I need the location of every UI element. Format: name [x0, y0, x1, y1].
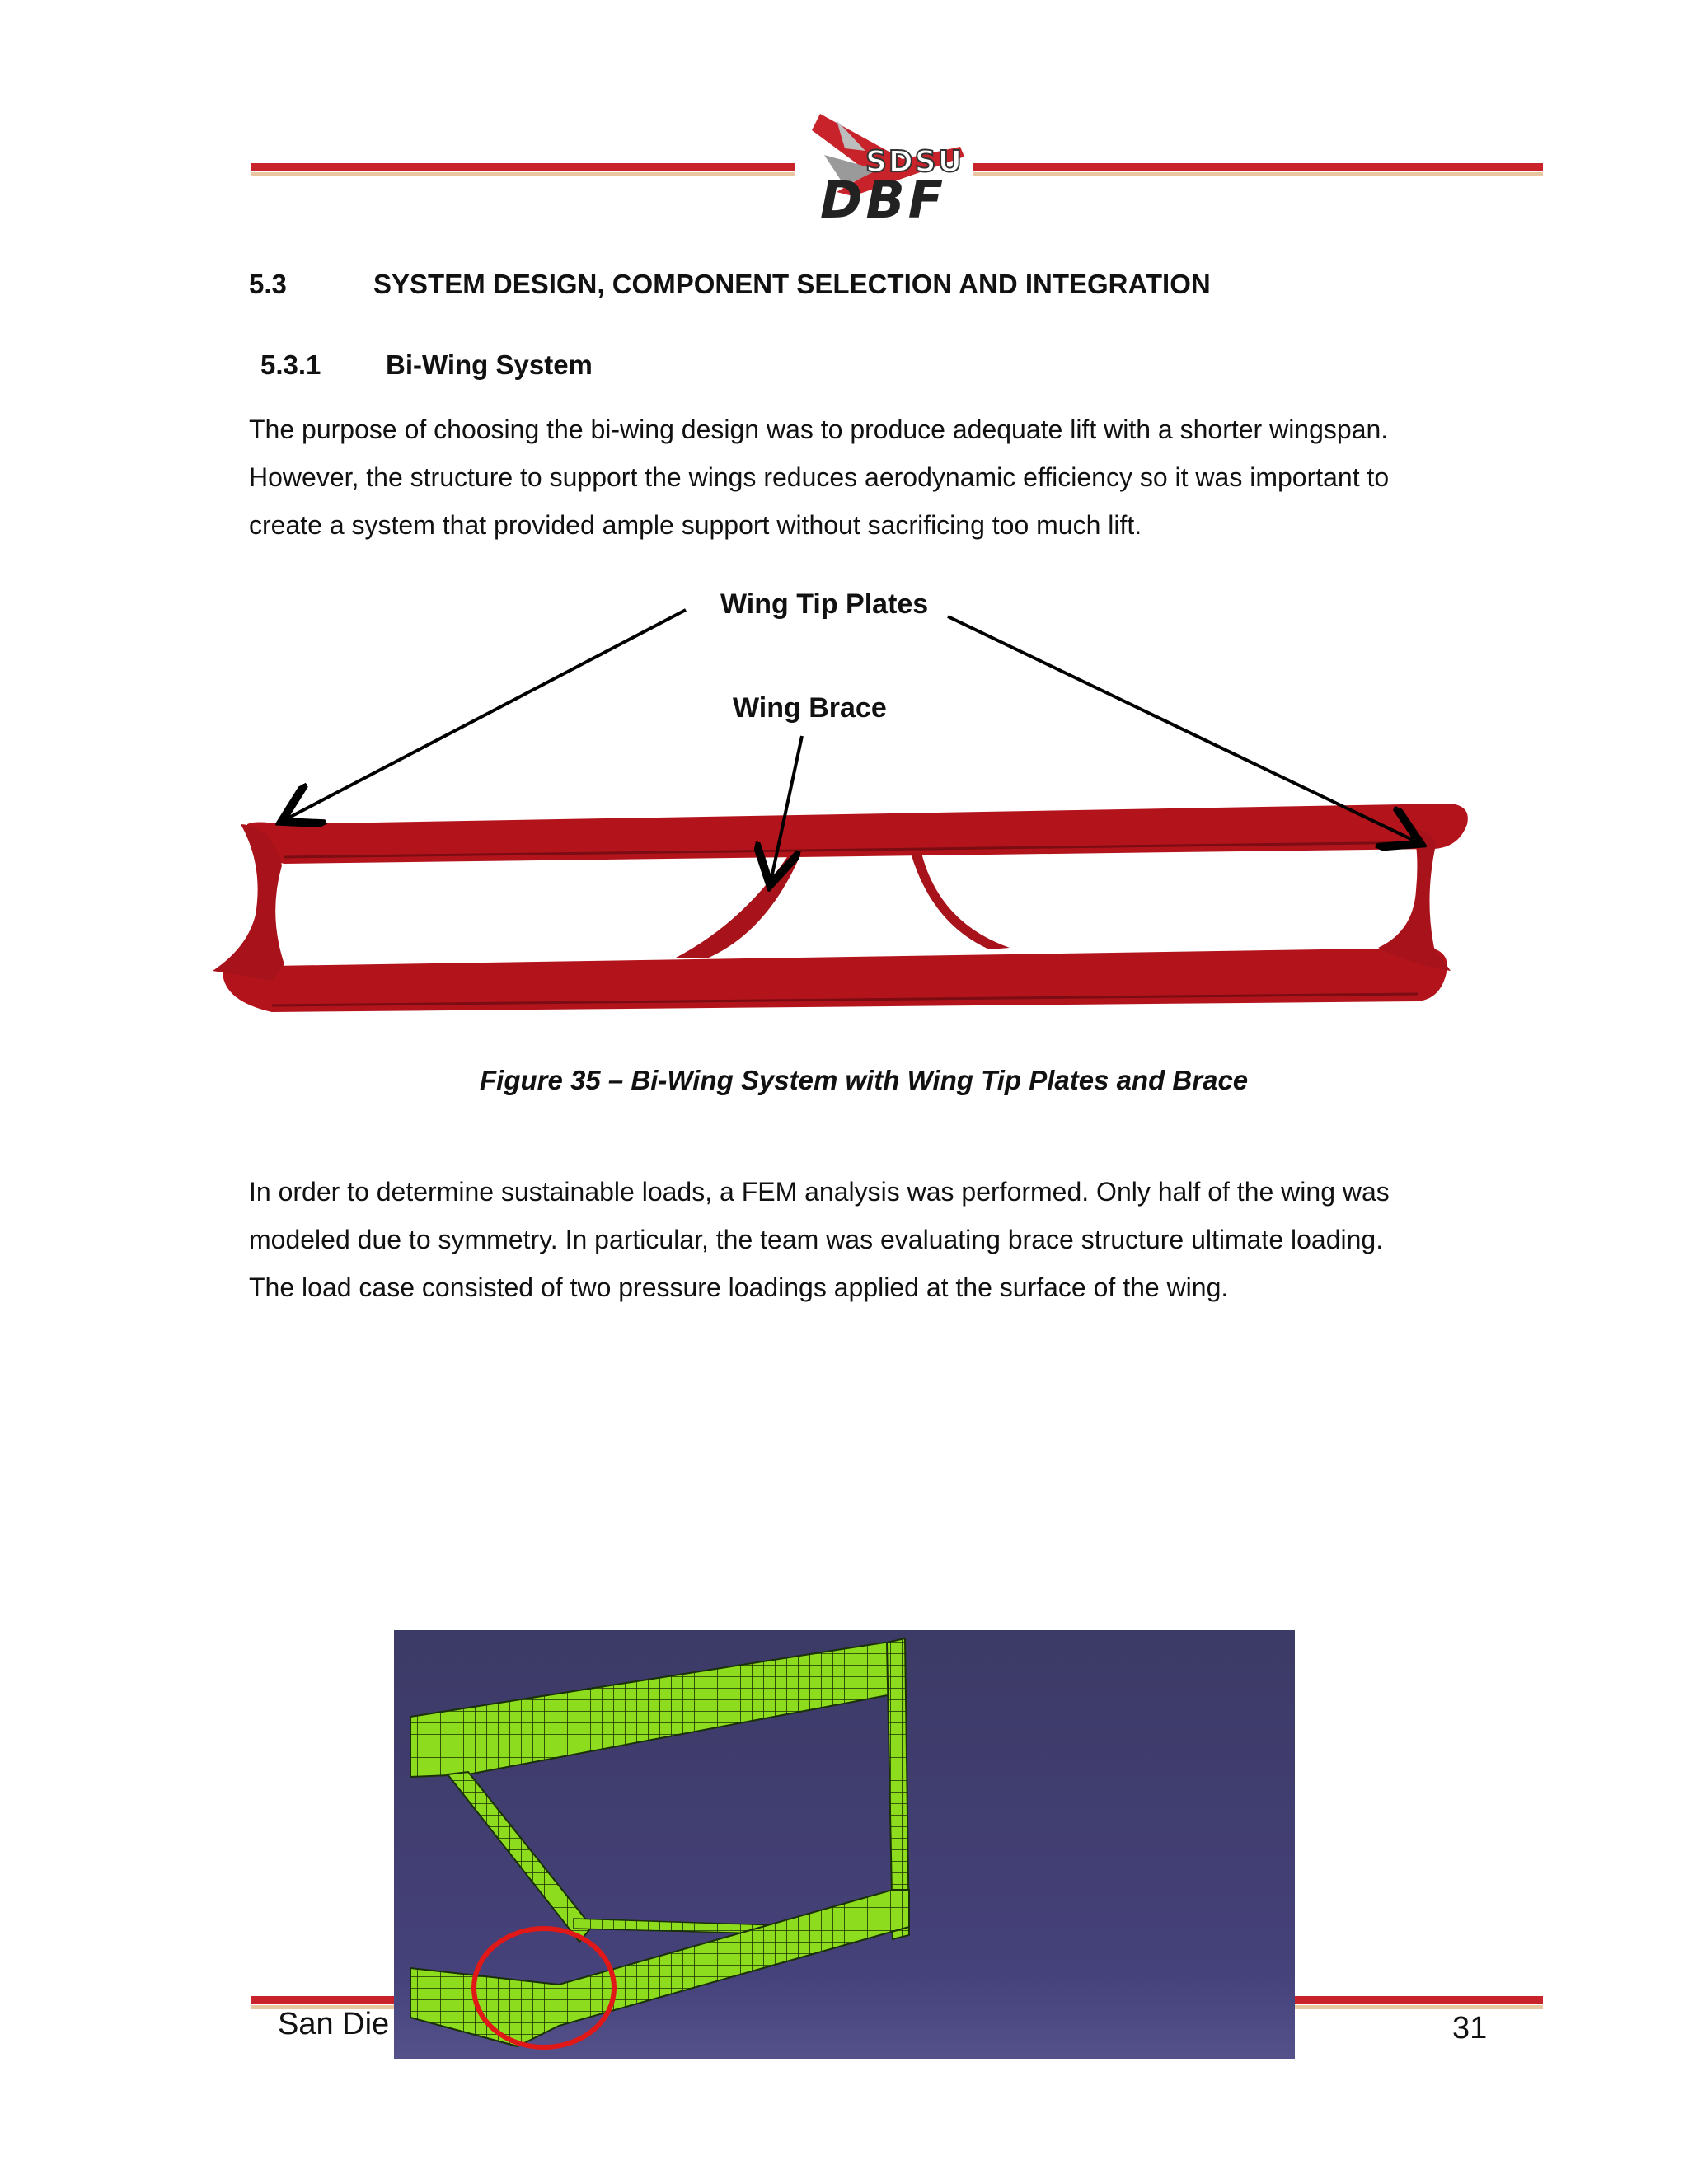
footer-left-text: San Die	[278, 2007, 390, 2041]
left-tip-plate	[213, 824, 284, 981]
wing-brace-label: Wing Brace	[733, 692, 887, 724]
fem-mesh-figure	[394, 1630, 1295, 2059]
wing-brace-right	[911, 853, 1010, 949]
paragraph-line: In order to determine sustainable loads, a FEM analysis was performed. Only half of the wing was	[249, 1177, 1390, 1207]
upper-wing-mesh	[410, 1643, 905, 1777]
wing-brace-left	[676, 857, 799, 958]
logo-text-bottom: DBF	[820, 170, 947, 230]
paragraph-line: The load case consisted of two pressure loadings applied at the surface of the wing.	[249, 1272, 1229, 1302]
paragraph-line: create a system that provided ample support without sacrificing too much lift.	[249, 510, 1142, 540]
logo-text-top: SDSU	[865, 145, 964, 179]
figure-35-caption: Figure 35 – Bi-Wing System with Wing Tip Plates and Brace	[480, 1065, 1249, 1095]
paragraph-line: However, the structure to support the wings reduces aerodynamic efficiency so it was important to	[249, 462, 1390, 492]
fem-mesh-svg	[394, 1630, 1295, 2059]
subsection-title: Bi-Wing System	[386, 349, 593, 380]
right-tip-plate	[1378, 828, 1451, 971]
section-title: SYSTEM DESIGN, COMPONENT SELECTION AND INTEGRATION	[373, 269, 1211, 299]
section-number: 5.3	[249, 269, 287, 299]
subsection-number: 5.3.1	[260, 349, 321, 380]
arrow-left-tip	[284, 610, 686, 820]
paragraph-line: The purpose of choosing the bi-wing design was to produce adequate lift with a shorter wingspan.	[249, 415, 1389, 444]
wing-tip-plates-label: Wing Tip Plates	[720, 588, 929, 620]
lower-wing	[223, 948, 1447, 1012]
brace-mesh	[448, 1772, 592, 1942]
paragraph-line: modeled due to symmetry. In particular, the team was evaluating brace structure ultimate loading.	[249, 1225, 1384, 1254]
fem-paragraph	[249, 1168, 1535, 1311]
bi-wing-figure	[0, 0, 1688, 1071]
page-number: 31	[1452, 2011, 1488, 2046]
